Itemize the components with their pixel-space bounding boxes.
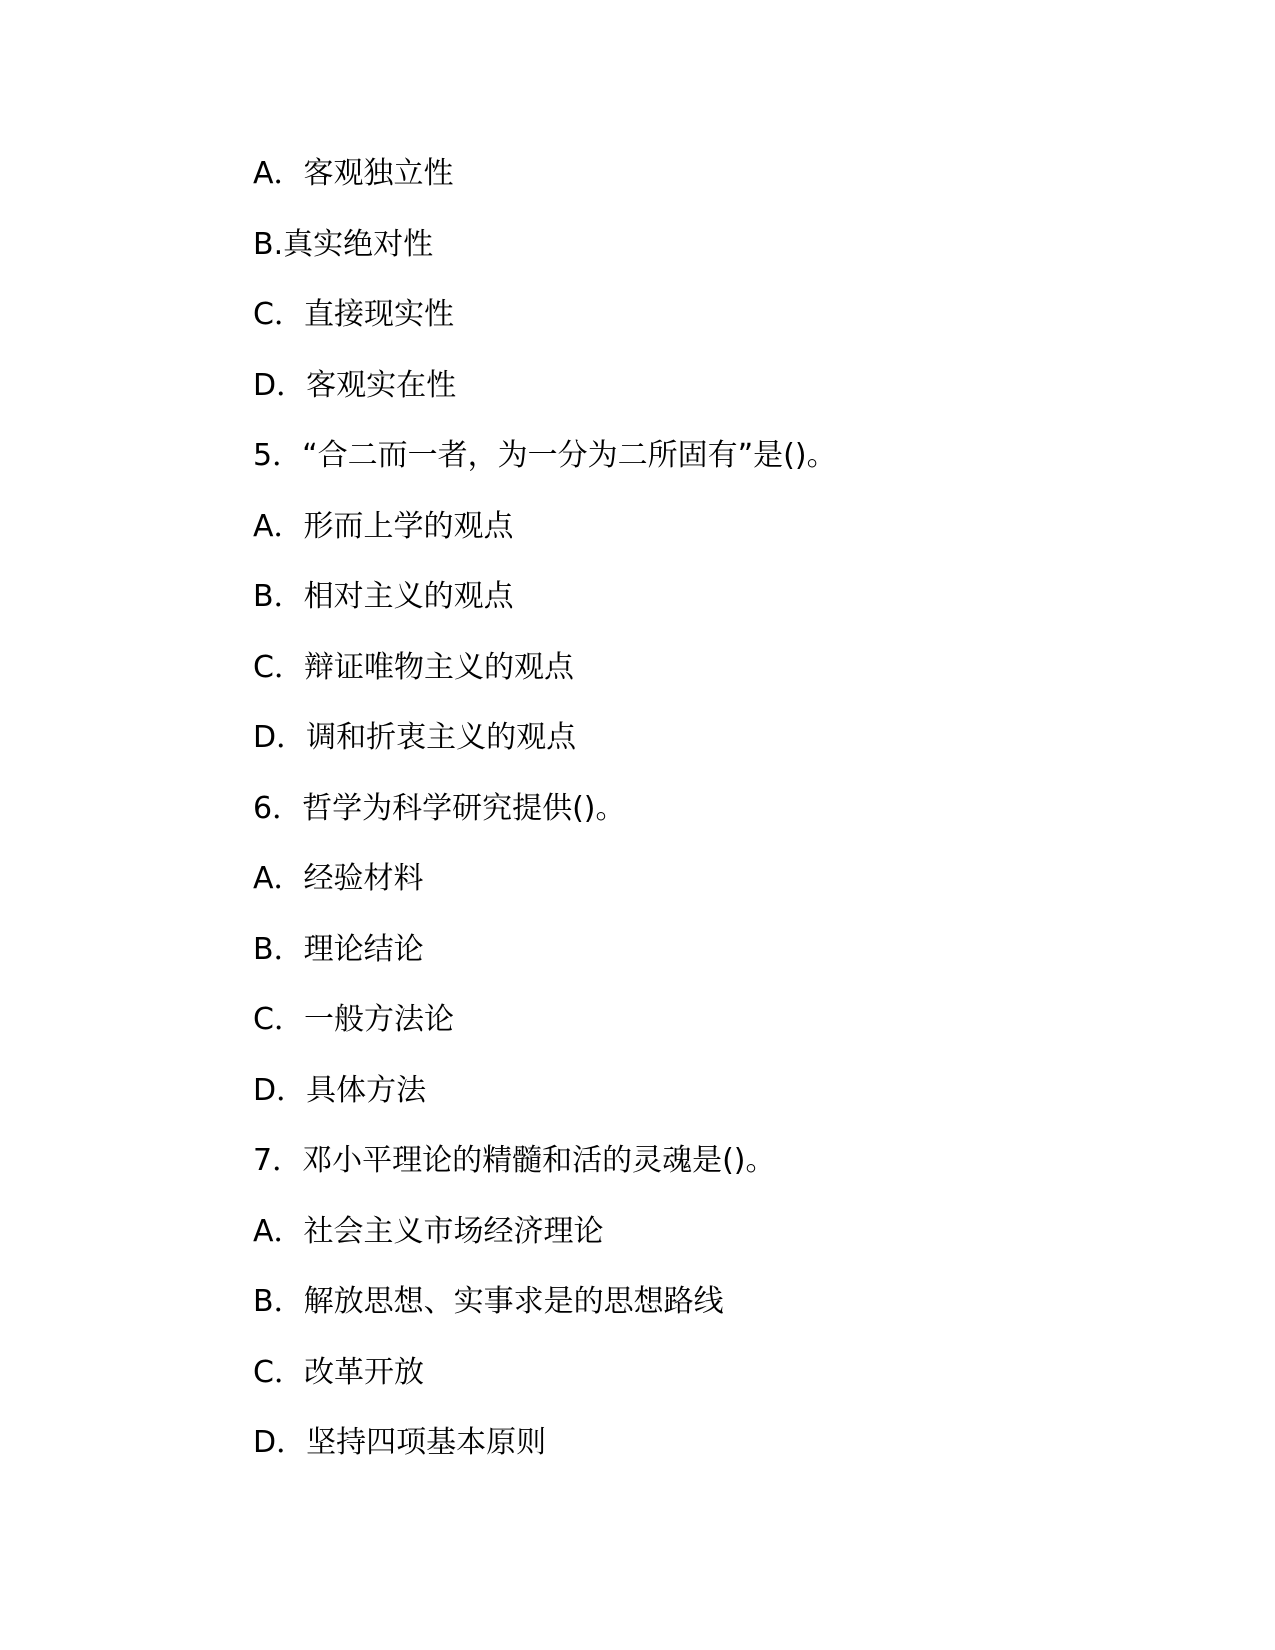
option-a-q4: A．客观独立性 (253, 156, 454, 191)
option-d-q6: D．具体方法 (253, 1072, 427, 1108)
option-c-q5: C．辩证唯物主义的观点 (253, 649, 574, 685)
option-a-q5: A．形而上学的观点 (253, 508, 514, 544)
question-6: 6．哲学为科学研究提供()。 (253, 790, 626, 826)
option-b-q4: B.真实绝对性 (253, 226, 434, 262)
option-d-q7: D．坚持四项基本原则 (253, 1425, 547, 1460)
question-7: 7．邓小平理论的精髓和活的灵魂是()。 (253, 1143, 776, 1178)
option-b-q5: B．相对主义的观点 (253, 579, 514, 614)
option-d-q5: D．调和折衷主义的观点 (253, 720, 577, 755)
option-b-q7: B．解放思想、实事求是的思想路线 (253, 1284, 724, 1319)
option-a-q6: A．经验材料 (253, 861, 424, 896)
option-b-q6: B．理论结论 (253, 931, 424, 967)
option-c-q4: C．直接现实性 (253, 297, 454, 332)
question-content (253, 156, 1153, 1496)
question-5: 5．“合二而一者，为一分为二所固有”是()。 (253, 438, 837, 473)
option-d-q4: D．客观实在性 (253, 367, 457, 403)
option-c-q6: C．一般方法论 (253, 1002, 454, 1037)
option-a-q7: A．社会主义市场经济理论 (253, 1213, 604, 1249)
option-c-q7: C．改革开放 (253, 1354, 424, 1390)
